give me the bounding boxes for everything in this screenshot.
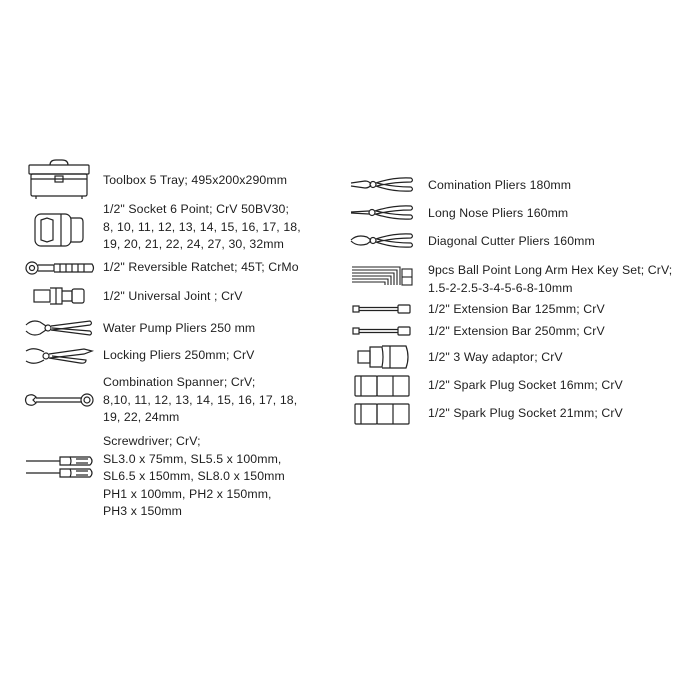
combination-pliers-icon	[349, 174, 415, 196]
spark-plug-socket-16-icon	[353, 373, 415, 399]
locking-pliers-icon	[24, 345, 94, 369]
universal-joint-label: 1/2" Universal Joint ; CrV	[103, 289, 243, 303]
water-pump-pliers-label: Water Pump Pliers 250 mm	[103, 321, 256, 335]
universal-joint-icon	[32, 284, 86, 308]
spark-plug-socket-21-icon	[353, 401, 415, 427]
adaptor-icon	[356, 342, 412, 372]
toolbox-label: Toolbox 5 Tray; 495x200x290mm	[103, 173, 288, 187]
ratchet-icon	[24, 260, 96, 276]
socket-icon	[33, 210, 85, 250]
long-nose-pliers-icon	[349, 202, 415, 224]
extension-bar-250-icon	[352, 326, 412, 336]
extension-bar-250-label: 1/2" Extension Bar 250mm; CrV	[428, 324, 605, 338]
spark-plug-21-label: 1/2" Spark Plug Socket 21mm; CrV	[428, 406, 623, 420]
hex-key-set-label: 9pcs Ball Point Long Arm Hex Key Set; CrV; 1.5-2-2.5-3-4-5-6-8-10mm	[428, 263, 673, 295]
spark-plug-16-label: 1/2" Spark Plug Socket 16mm; CrV	[428, 378, 623, 392]
toolbox-icon	[26, 158, 92, 200]
hex-key-icon	[350, 263, 414, 291]
extension-bar-125-label: 1/2" Extension Bar 125mm; CrV	[428, 302, 605, 316]
combination-pliers-label: Comination Pliers 180mm	[428, 178, 572, 192]
locking-pliers-label: Locking Pliers 250mm; CrV	[103, 348, 255, 362]
diagonal-cutter-icon	[349, 230, 415, 252]
long-nose-pliers-label: Long Nose Pliers 160mm	[428, 206, 569, 220]
way-adaptor-label: 1/2" 3 Way adaptor; CrV	[428, 350, 563, 364]
water-pump-pliers-icon	[24, 317, 94, 341]
screwdriver-label: Screwdriver; CrV; SL3.0 x 75mm, SL5.5 x 100mm, SL6.5 x 150mm, SL8.0 x 150mm PH1 x 100mm, PH2 x 150mm, PH3 x 150mm	[103, 434, 285, 519]
diagonal-cutter-pliers-label: Diagonal Cutter Pliers 160mm	[428, 234, 595, 248]
extension-bar-125-icon	[352, 304, 412, 314]
reversible-ratchet-label: 1/2" Reversible Ratchet; 45T; CrMo	[103, 260, 299, 274]
socket-6-point-label: 1/2" Socket 6 Point; CrV 50BV30; 8, 10, 11, 12, 13, 14, 15, 16, 17, 18, 19, 20, 21, 22, 24, 27, 30, 32mm	[103, 202, 301, 252]
combination-spanner-label: Combination Spanner; CrV; 8,10, 11, 12, 13, 14, 15, 16, 17, 18, 19, 22, 24mm	[103, 375, 298, 425]
spanner-icon	[24, 392, 96, 408]
screwdriver-icon	[24, 454, 96, 480]
